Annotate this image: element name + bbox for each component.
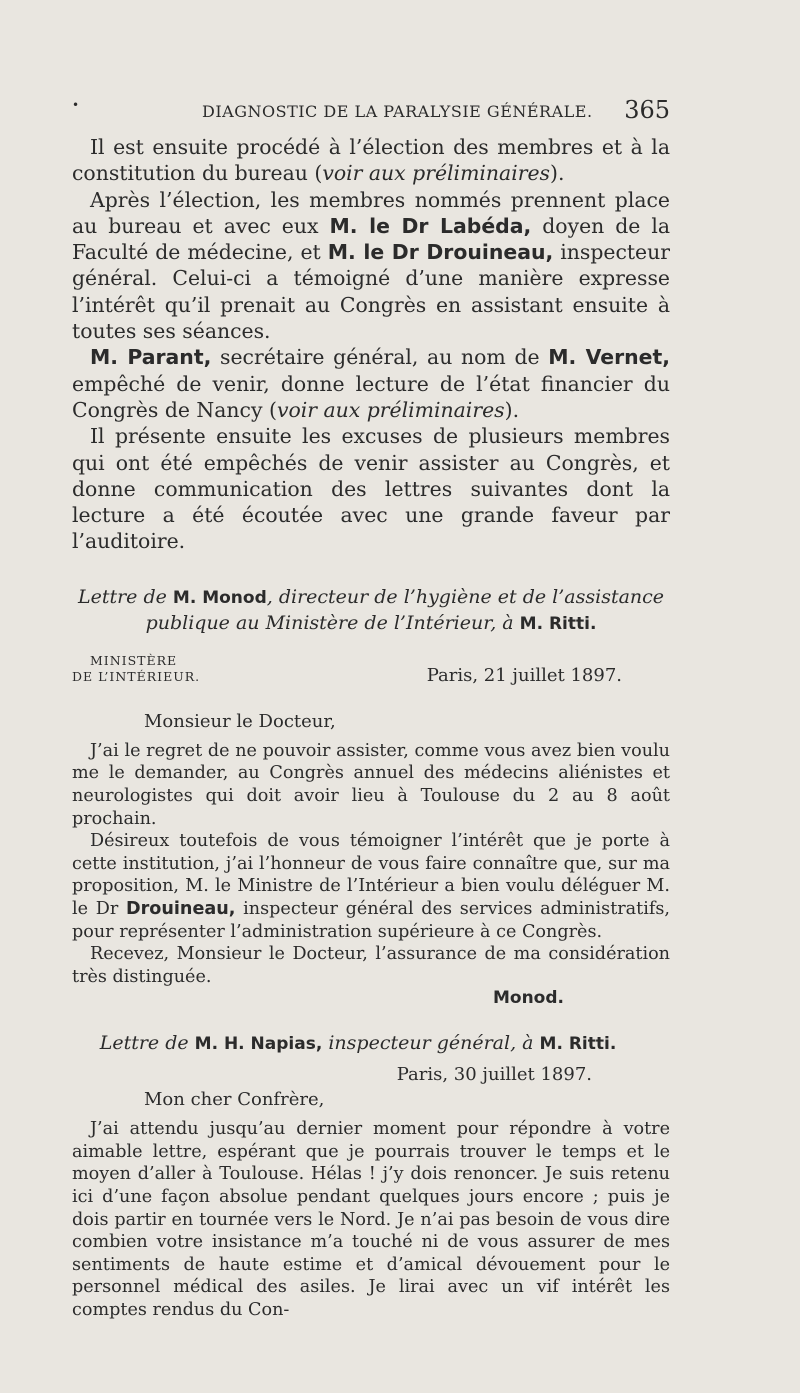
name-napias: M. H. Napias, (194, 1034, 323, 1055)
running-header (72, 96, 670, 126)
letter-heading-monod: Lettre de M. Monod, directeur de l’hygiène et de l’assistance publique au Ministère de l’Intérieur, à M. Ritti. (77, 585, 665, 634)
name-drouineau: M. le Dr Drouineau, (327, 240, 554, 265)
letter-date: Paris, 21 juillet 1897. (426, 664, 622, 686)
header-mark: • (72, 98, 80, 112)
letter-dateline (72, 653, 670, 705)
name-vernet: M. Vernet, (548, 345, 670, 370)
paragraph-bureau: Après l’élection, les membres nommés prennent place au bureau et avec eux M. le Dr Labéda, doyen de la Faculté de médecine, et M. le Dr Drouineau, inspecteur général. Celui-ci a témoigné d’une manière expresse l’intérêt qu’il prenait au Congrès en assistant ensuite à toutes ses séances. (72, 187, 670, 344)
name-ritti: M. Ritti. (539, 1034, 617, 1055)
name-labeda: M. le Dr Labéda, (329, 213, 532, 238)
name-drouineau: Drouineau, (126, 898, 236, 919)
name-monod: M. Monod (172, 587, 267, 608)
page-number: 365 (624, 96, 670, 124)
running-title: DIAGNOSTIC DE LA PARALYSIE GÉNÉRALE. (202, 102, 593, 121)
paragraph-election: Il est ensuite procédé à l’élection des membres et à la constitution du bureau (voir aux préliminaires). (72, 135, 670, 186)
letter-paragraph: Désireux toutefois de vous témoigner l’intérêt que je porte à cette institution, j’ai l’honneur de vous faire connaître que, sur ma proposition, M. le Ministre de l’Intérieur a bien voulu déléguer M. le Dr Drouineau, inspecteur général des services administratifs, pour représenter l’administration supérieure à ce Congrès. (72, 831, 670, 942)
letter-paragraph: Recevez, Monsieur le Docteur, l’assurance de ma considération très distinguée. (72, 944, 670, 987)
name-parant: M. Parant, (90, 345, 212, 370)
letter-salutation: Mon cher Confrère, (144, 1089, 325, 1111)
name-ritti: M. Ritti. (519, 613, 597, 634)
paragraph-excuses: Il présente ensuite les excuses de plusieurs membres qui ont été empêchés de venir assister au Congrès, et donne communication des lettres suivantes dont la lecture a été écoutée avec une grande faveur par l’auditoire. (72, 424, 670, 554)
paragraph-parant: M. Parant, secrétaire général, au nom de M. Vernet, empêché de venir, donne lecture de l’état financier du Congrès de Nancy (voir aux préliminaires). (72, 345, 670, 422)
letter-paragraph: J’ai attendu jusqu’au dernier moment pour répondre à votre aimable lettre, espérant que je pourrais trouver le temps et le moyen d’aller à Toulouse. Hélas ! j’y dois renoncer. Je suis retenu ici d’une façon absolue pendant quelques jours encore ; puis je dois partir en tournée vers le Nord. Je n’ai pas besoin de vous dire combien votre insistance m’a touché ni de vous assurer de mes sentiments de haute estime et d’amical dévouement pour le personnel médical des asiles. Je lirai avec un vif intérêt les comptes rendus du Con- (72, 1119, 670, 1321)
letter-date: Paris, 30 juillet 1897. (396, 1064, 592, 1086)
page-body (72, 134, 670, 1322)
letter-paragraph: J’ai le regret de ne pouvoir assister, comme vous avez bien voulu me le demander, au Congrès annuel des médecins aliénistes et neurologistes qui doit avoir lieu à Toulouse du 2 au 8 août prochain. (72, 740, 670, 829)
ministry-label: MINISTÈRE DE L’INTÉRIEUR. (72, 652, 201, 684)
letter-signature: Monod. (492, 988, 564, 1009)
letter-heading-napias: Lettre de M. H. Napias, inspecteur général, à M. Ritti. (99, 1032, 617, 1055)
letter-salutation: Monsieur le Docteur, (144, 710, 336, 732)
